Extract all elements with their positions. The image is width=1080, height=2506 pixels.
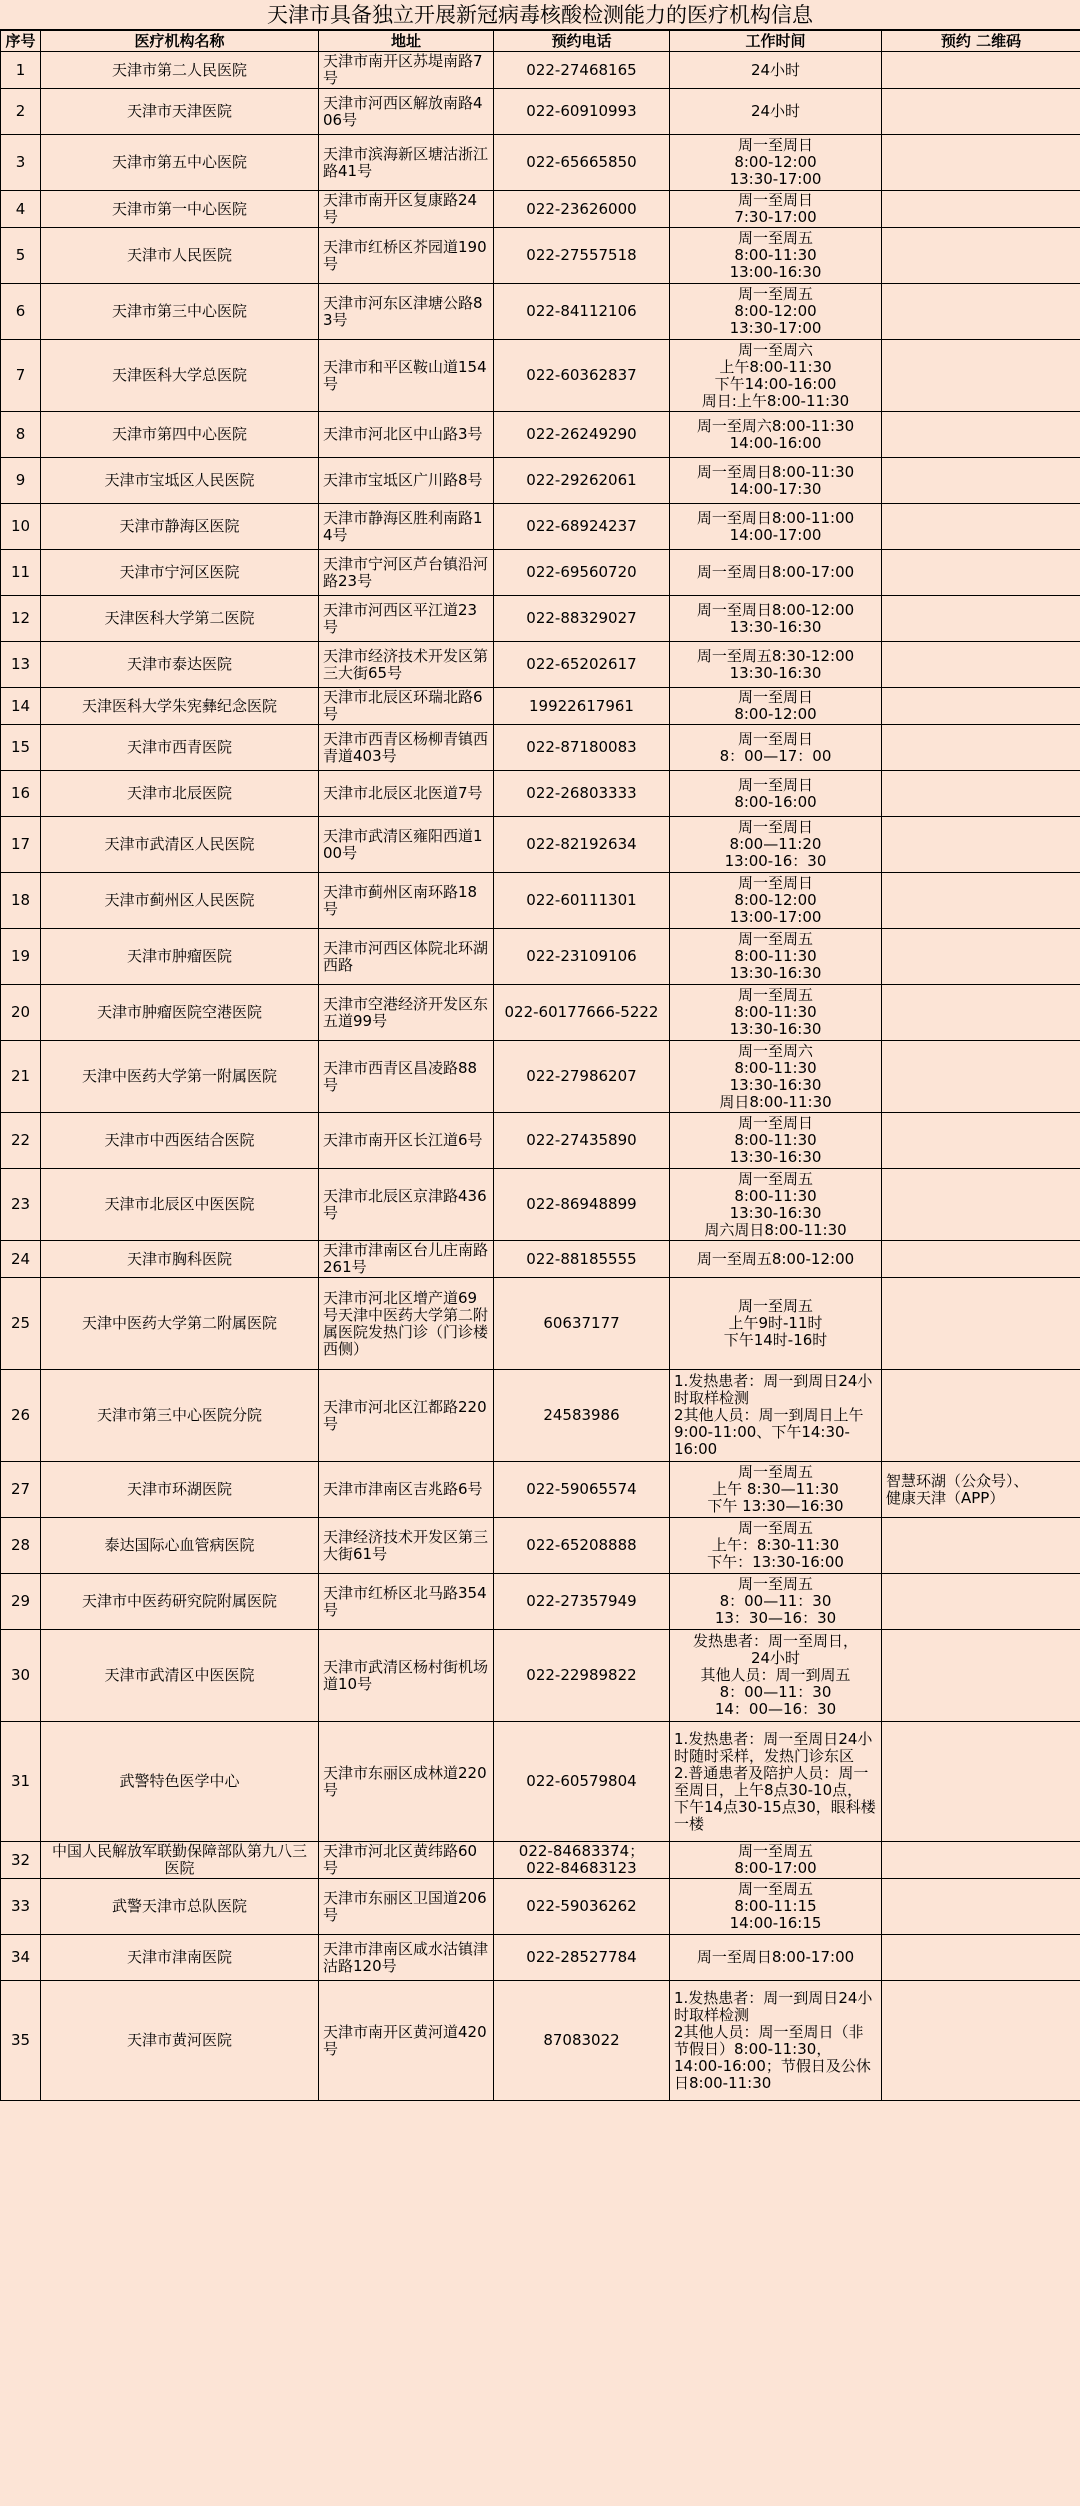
hospital-name: 天津市第一中心医院	[41, 191, 319, 228]
table-row	[1, 458, 1080, 504]
hospital-address: 天津市河北区黄纬路60号	[319, 1842, 494, 1879]
hospital-name: 天津市武清区人民医院	[41, 817, 319, 873]
hospital-name: 泰达国际心血管病医院	[41, 1518, 319, 1574]
appointment-phone: 022-65202617	[494, 642, 670, 688]
appointment-qr	[882, 688, 1080, 725]
working-hours: 周一至周日 8:00-16:00	[670, 771, 882, 817]
hospital-name: 天津市武清区中医医院	[41, 1630, 319, 1722]
appointment-qr	[882, 1113, 1080, 1169]
hospital-address: 天津市东丽区卫国道206号	[319, 1879, 494, 1935]
row-number: 5	[1, 228, 41, 284]
working-hours: 周一至周日 8：00—17：00	[670, 725, 882, 771]
working-hours: 周一至周日 8:00-12:00 13:00-17:00	[670, 873, 882, 929]
appointment-phone: 022-27986207	[494, 1041, 670, 1113]
appointment-qr	[882, 135, 1080, 191]
appointment-phone: 022-27357949	[494, 1574, 670, 1630]
hospital-name: 天津市第四中心医院	[41, 412, 319, 458]
appointment-qr	[882, 458, 1080, 504]
table-row	[1, 817, 1080, 873]
working-hours: 周一至周五 上午 8:30—11:30 下午 13:30—16:30	[670, 1462, 882, 1518]
header-address: 地址	[319, 31, 494, 52]
hospital-address: 天津市河北区增产道69号天津中医药大学第二附属医院发热门诊（门诊楼西侧）	[319, 1278, 494, 1370]
hospital-address: 天津市北辰区环瑞北路6号	[319, 688, 494, 725]
hospital-name: 天津市宝坻区人民医院	[41, 458, 319, 504]
table-row	[1, 1370, 1080, 1462]
appointment-qr	[882, 340, 1080, 412]
hospital-address: 天津市津南区咸水沽镇津沽路120号	[319, 1935, 494, 1981]
hospital-name: 武警天津市总队医院	[41, 1879, 319, 1935]
table-row	[1, 1041, 1080, 1113]
hospital-name: 天津市人民医院	[41, 228, 319, 284]
hospital-name: 天津医科大学第二医院	[41, 596, 319, 642]
working-hours: 周一至周五 上午：8:30-11:30 下午：13:30-16:00	[670, 1518, 882, 1574]
appointment-qr	[882, 191, 1080, 228]
row-number: 4	[1, 191, 41, 228]
row-number: 19	[1, 929, 41, 985]
working-hours: 周一至周五 8:00-11:30 13:30-16:30 周六周日8:00-11:30	[670, 1169, 882, 1241]
appointment-qr	[882, 642, 1080, 688]
appointment-qr	[882, 1518, 1080, 1574]
page-title: 天津市具备独立开展新冠病毒核酸检测能力的医疗机构信息	[0, 0, 1080, 30]
header-no: 序号	[1, 31, 41, 52]
hospital-address: 天津市北辰区京津路436号	[319, 1169, 494, 1241]
table-row	[1, 873, 1080, 929]
hospital-name: 天津医科大学总医院	[41, 340, 319, 412]
appointment-phone: 022-27435890	[494, 1113, 670, 1169]
hospital-address: 天津市宁河区芦台镇沿河路23号	[319, 550, 494, 596]
appointment-phone: 022-60362837	[494, 340, 670, 412]
header-name: 医疗机构名称	[41, 31, 319, 52]
working-hours: 周一至周五 8：00—11：30 13：30—16：30	[670, 1574, 882, 1630]
hospital-name: 天津中医药大学第二附属医院	[41, 1278, 319, 1370]
appointment-phone: 022-68924237	[494, 504, 670, 550]
hospital-name: 天津市第三中心医院	[41, 284, 319, 340]
table-row	[1, 191, 1080, 228]
appointment-phone: 022-60579804	[494, 1722, 670, 1842]
hospital-name: 天津市环湖医院	[41, 1462, 319, 1518]
hospital-name: 天津中医药大学第一附属医院	[41, 1041, 319, 1113]
appointment-phone: 022-60177666-5222	[494, 985, 670, 1041]
working-hours: 周一至周六8:00-11:30 14:00-16:00	[670, 412, 882, 458]
hospital-name: 天津市北辰区中医医院	[41, 1169, 319, 1241]
row-number: 6	[1, 284, 41, 340]
hospital-address: 天津市河北区中山路3号	[319, 412, 494, 458]
row-number: 22	[1, 1113, 41, 1169]
table-row	[1, 771, 1080, 817]
hospital-address: 天津市红桥区芥园道190号	[319, 228, 494, 284]
table-row	[1, 688, 1080, 725]
hospital-name: 天津市西青医院	[41, 725, 319, 771]
row-number: 18	[1, 873, 41, 929]
appointment-qr	[882, 1630, 1080, 1722]
appointment-phone: 022-23109106	[494, 929, 670, 985]
working-hours: 周一至周五 8:00-12:00 13:30-17:00	[670, 284, 882, 340]
hospital-address: 天津市河东区津塘公路83号	[319, 284, 494, 340]
row-number: 16	[1, 771, 41, 817]
working-hours: 周一至周日 7:30-17:00	[670, 191, 882, 228]
appointment-qr	[882, 52, 1080, 89]
table-row	[1, 1842, 1080, 1879]
table-row	[1, 504, 1080, 550]
appointment-qr	[882, 1370, 1080, 1462]
hospital-address: 天津市红桥区北马路354号	[319, 1574, 494, 1630]
appointment-phone: 022-84683374； 022-84683123	[494, 1842, 670, 1879]
row-number: 2	[1, 89, 41, 135]
hospital-address: 天津市蓟州区南环路18号	[319, 873, 494, 929]
hospital-address: 天津市西青区昌凌路88号	[319, 1041, 494, 1113]
row-number: 33	[1, 1879, 41, 1935]
table-row	[1, 1169, 1080, 1241]
appointment-qr	[882, 228, 1080, 284]
table-row	[1, 1241, 1080, 1278]
row-number: 3	[1, 135, 41, 191]
hospital-name: 天津市天津医院	[41, 89, 319, 135]
appointment-qr	[882, 1842, 1080, 1879]
appointment-phone: 022-87180083	[494, 725, 670, 771]
hospital-name: 天津市肿瘤医院空港医院	[41, 985, 319, 1041]
header-hours: 工作时间	[670, 31, 882, 52]
appointment-qr	[882, 504, 1080, 550]
hospital-address: 天津市河西区体院北环湖西路	[319, 929, 494, 985]
table-row	[1, 1722, 1080, 1842]
hospital-name: 天津市第五中心医院	[41, 135, 319, 191]
hospital-address: 天津市武清区雍阳西道100号	[319, 817, 494, 873]
appointment-qr	[882, 1935, 1080, 1981]
appointment-qr	[882, 771, 1080, 817]
working-hours: 24小时	[670, 52, 882, 89]
working-hours: 周一至周五 8:00-11:30 13:30-16:30	[670, 985, 882, 1041]
working-hours: 24小时	[670, 89, 882, 135]
working-hours: 周一至周日8:00-17:00	[670, 1935, 882, 1981]
table-row	[1, 596, 1080, 642]
hospital-name: 天津市蓟州区人民医院	[41, 873, 319, 929]
hospital-name: 天津医科大学朱宪彝纪念医院	[41, 688, 319, 725]
hospital-address: 天津市南开区复康路24号	[319, 191, 494, 228]
appointment-phone: 022-27557518	[494, 228, 670, 284]
hospital-name: 武警特色医学中心	[41, 1722, 319, 1842]
working-hours: 发热患者：周一至周日， 24小时 其他人员：周一到周五 8：00—11：30 14：00—16：30	[670, 1630, 882, 1722]
hospital-address: 天津市北辰区北医道7号	[319, 771, 494, 817]
row-number: 20	[1, 985, 41, 1041]
table-row	[1, 1278, 1080, 1370]
row-number: 26	[1, 1370, 41, 1462]
hospital-name: 天津市津南医院	[41, 1935, 319, 1981]
hospital-address: 天津市南开区苏堤南路7号	[319, 52, 494, 89]
row-number: 28	[1, 1518, 41, 1574]
table-row	[1, 1574, 1080, 1630]
row-number: 17	[1, 817, 41, 873]
table-row	[1, 1630, 1080, 1722]
appointment-qr	[882, 1241, 1080, 1278]
working-hours: 周一至周五 8:00-17:00	[670, 1842, 882, 1879]
hospital-address: 天津市河西区解放南路406号	[319, 89, 494, 135]
appointment-qr	[882, 1041, 1080, 1113]
appointment-phone: 022-65665850	[494, 135, 670, 191]
row-number: 25	[1, 1278, 41, 1370]
header-phone: 预约电话	[494, 31, 670, 52]
appointment-qr	[882, 1574, 1080, 1630]
row-number: 10	[1, 504, 41, 550]
hospital-name: 天津市中西医结合医院	[41, 1113, 319, 1169]
row-number: 27	[1, 1462, 41, 1518]
working-hours: 周一至周日 8:00—11:20 13:00-16：30	[670, 817, 882, 873]
hospital-address: 天津市河北区江都路220号	[319, 1370, 494, 1462]
hospital-address: 天津市宝坻区广川路8号	[319, 458, 494, 504]
working-hours: 周一至周五 上午9时-11时 下午14时-16时	[670, 1278, 882, 1370]
hospital-name: 天津市胸科医院	[41, 1241, 319, 1278]
appointment-qr	[882, 596, 1080, 642]
hospital-address: 天津经济技术开发区第三大街61号	[319, 1518, 494, 1574]
working-hours: 周一至周日8:00-11:00 14:00-17:00	[670, 504, 882, 550]
appointment-qr	[882, 929, 1080, 985]
appointment-phone: 022-69560720	[494, 550, 670, 596]
hospital-address: 天津市河西区平江道23号	[319, 596, 494, 642]
working-hours: 周一至周日8:00-12:00 13:30-16:30	[670, 596, 882, 642]
table-row	[1, 412, 1080, 458]
appointment-qr	[882, 725, 1080, 771]
working-hours: 周一至周日 8:00-12:00	[670, 688, 882, 725]
appointment-qr	[882, 817, 1080, 873]
row-number: 32	[1, 1842, 41, 1879]
appointment-phone: 022-27468165	[494, 52, 670, 89]
table-row	[1, 642, 1080, 688]
table-row	[1, 284, 1080, 340]
appointment-phone: 022-65208888	[494, 1518, 670, 1574]
appointment-phone: 022-28527784	[494, 1935, 670, 1981]
working-hours: 周一至周五8:30-12:00 13:30-16:30	[670, 642, 882, 688]
hospital-address: 天津市和平区鞍山道154号	[319, 340, 494, 412]
hospital-address: 天津市南开区长江道6号	[319, 1113, 494, 1169]
row-number: 31	[1, 1722, 41, 1842]
hospital-name: 天津市黄河医院	[41, 1981, 319, 2101]
working-hours: 周一至周日 8:00-11:30 13:30-16:30	[670, 1113, 882, 1169]
appointment-phone: 022-88329027	[494, 596, 670, 642]
hospital-name: 天津市第二人民医院	[41, 52, 319, 89]
appointment-phone: 022-26803333	[494, 771, 670, 817]
appointment-qr	[882, 1169, 1080, 1241]
row-number: 34	[1, 1935, 41, 1981]
row-number: 23	[1, 1169, 41, 1241]
working-hours: 周一至周五 8:00-11:30 13:30-16:30	[670, 929, 882, 985]
appointment-phone: 022-60111301	[494, 873, 670, 929]
table-row	[1, 1113, 1080, 1169]
appointment-qr: 智慧环湖（公众号）、 健康天津（APP）	[882, 1462, 1080, 1518]
table-row	[1, 52, 1080, 89]
table-row	[1, 725, 1080, 771]
table-row	[1, 89, 1080, 135]
header-qr: 预约 二维码	[882, 31, 1080, 52]
table-row	[1, 1462, 1080, 1518]
hospital-address: 天津市南开区黄河道420号	[319, 1981, 494, 2101]
working-hours: 周一至周五8:00-12:00	[670, 1241, 882, 1278]
table-row	[1, 929, 1080, 985]
hospital-name: 天津市北辰医院	[41, 771, 319, 817]
working-hours: 周一至周日8:00-11:30 14:00-17:30	[670, 458, 882, 504]
appointment-phone: 60637177	[494, 1278, 670, 1370]
table-row	[1, 228, 1080, 284]
appointment-qr	[882, 412, 1080, 458]
appointment-qr	[882, 985, 1080, 1041]
hospital-name: 天津市泰达医院	[41, 642, 319, 688]
appointment-phone: 022-86948899	[494, 1169, 670, 1241]
header-row	[1, 31, 1080, 52]
hospital-address: 天津市津南区台儿庄南路261号	[319, 1241, 494, 1278]
appointment-qr	[882, 1879, 1080, 1935]
appointment-phone: 022-84112106	[494, 284, 670, 340]
table-row	[1, 1879, 1080, 1935]
appointment-qr	[882, 1278, 1080, 1370]
hospital-name: 天津市第三中心医院分院	[41, 1370, 319, 1462]
hospital-address: 天津市经济技术开发区第三大街65号	[319, 642, 494, 688]
appointment-qr	[882, 1981, 1080, 2101]
working-hours: 周一至周五 8:00-11:15 14:00-16:15	[670, 1879, 882, 1935]
hospital-name: 天津市肿瘤医院	[41, 929, 319, 985]
row-number: 15	[1, 725, 41, 771]
working-hours: 1.发热患者：周一至周日24小时随时采样，发热门诊东区 2.普通患者及陪护人员：周一至周日，上午8点30-10点，下午14点30-15点30，眼科楼一楼	[670, 1722, 882, 1842]
hospital-name: 天津市静海区医院	[41, 504, 319, 550]
hospital-name: 中国人民解放军联勤保障部队第九八三医院	[41, 1842, 319, 1879]
appointment-phone: 022-59036262	[494, 1879, 670, 1935]
row-number: 12	[1, 596, 41, 642]
table-row	[1, 1518, 1080, 1574]
appointment-qr	[882, 284, 1080, 340]
table-row	[1, 985, 1080, 1041]
hospital-address: 天津市东丽区成林道220号	[319, 1722, 494, 1842]
working-hours: 周一至周日8:00-17:00	[670, 550, 882, 596]
appointment-phone: 022-88185555	[494, 1241, 670, 1278]
hospital-address: 天津市滨海新区塘沽浙江路41号	[319, 135, 494, 191]
hospital-name: 天津市中医药研究院附属医院	[41, 1574, 319, 1630]
appointment-phone: 022-29262061	[494, 458, 670, 504]
row-number: 9	[1, 458, 41, 504]
row-number: 7	[1, 340, 41, 412]
appointment-qr	[882, 1722, 1080, 1842]
row-number: 13	[1, 642, 41, 688]
hospital-address: 天津市西青区杨柳青镇西青道403号	[319, 725, 494, 771]
appointment-phone: 022-26249290	[494, 412, 670, 458]
appointment-phone: 19922617961	[494, 688, 670, 725]
appointment-phone: 022-82192634	[494, 817, 670, 873]
working-hours: 周一至周六 8:00-11:30 13:30-16:30 周日8:00-11:30	[670, 1041, 882, 1113]
working-hours: 周一至周五 8:00-11:30 13:00-16:30	[670, 228, 882, 284]
appointment-qr	[882, 89, 1080, 135]
row-number: 8	[1, 412, 41, 458]
row-number: 14	[1, 688, 41, 725]
working-hours: 1.发热患者：周一到周日24小时取样检测 2其他人员：周一至周日（非节假日）8:00-11:30，14:00-16:00；节假日及公休日8:00-11:30	[670, 1981, 882, 2101]
hospital-address: 天津市津南区吉兆路6号	[319, 1462, 494, 1518]
row-number: 30	[1, 1630, 41, 1722]
table-row	[1, 340, 1080, 412]
working-hours: 周一至周日 8:00-12:00 13:30-17:00	[670, 135, 882, 191]
hospital-table	[0, 30, 1080, 2101]
appointment-phone: 022-59065574	[494, 1462, 670, 1518]
table-row	[1, 1935, 1080, 1981]
hospital-name: 天津市宁河区医院	[41, 550, 319, 596]
row-number: 21	[1, 1041, 41, 1113]
row-number: 1	[1, 52, 41, 89]
hospital-address: 天津市武清区杨村街机场道10号	[319, 1630, 494, 1722]
hospital-address: 天津市空港经济开发区东五道99号	[319, 985, 494, 1041]
appointment-qr	[882, 550, 1080, 596]
table-row	[1, 550, 1080, 596]
appointment-phone: 022-22989822	[494, 1630, 670, 1722]
working-hours: 周一至周六 上午8:00-11:30 下午14:00-16:00 周日:上午8:00-11:30	[670, 340, 882, 412]
row-number: 29	[1, 1574, 41, 1630]
hospital-address: 天津市静海区胜利南路14号	[319, 504, 494, 550]
row-number: 24	[1, 1241, 41, 1278]
appointment-qr	[882, 873, 1080, 929]
appointment-phone: 87083022	[494, 1981, 670, 2101]
table-row	[1, 1981, 1080, 2101]
appointment-phone: 022-23626000	[494, 191, 670, 228]
appointment-phone: 022-60910993	[494, 89, 670, 135]
row-number: 35	[1, 1981, 41, 2101]
row-number: 11	[1, 550, 41, 596]
appointment-phone: 24583986	[494, 1370, 670, 1462]
table-row	[1, 135, 1080, 191]
working-hours: 1.发热患者：周一到周日24小时取样检测 2其他人员：周一到周日上午9:00-11:00、下午14:30-16:00	[670, 1370, 882, 1462]
